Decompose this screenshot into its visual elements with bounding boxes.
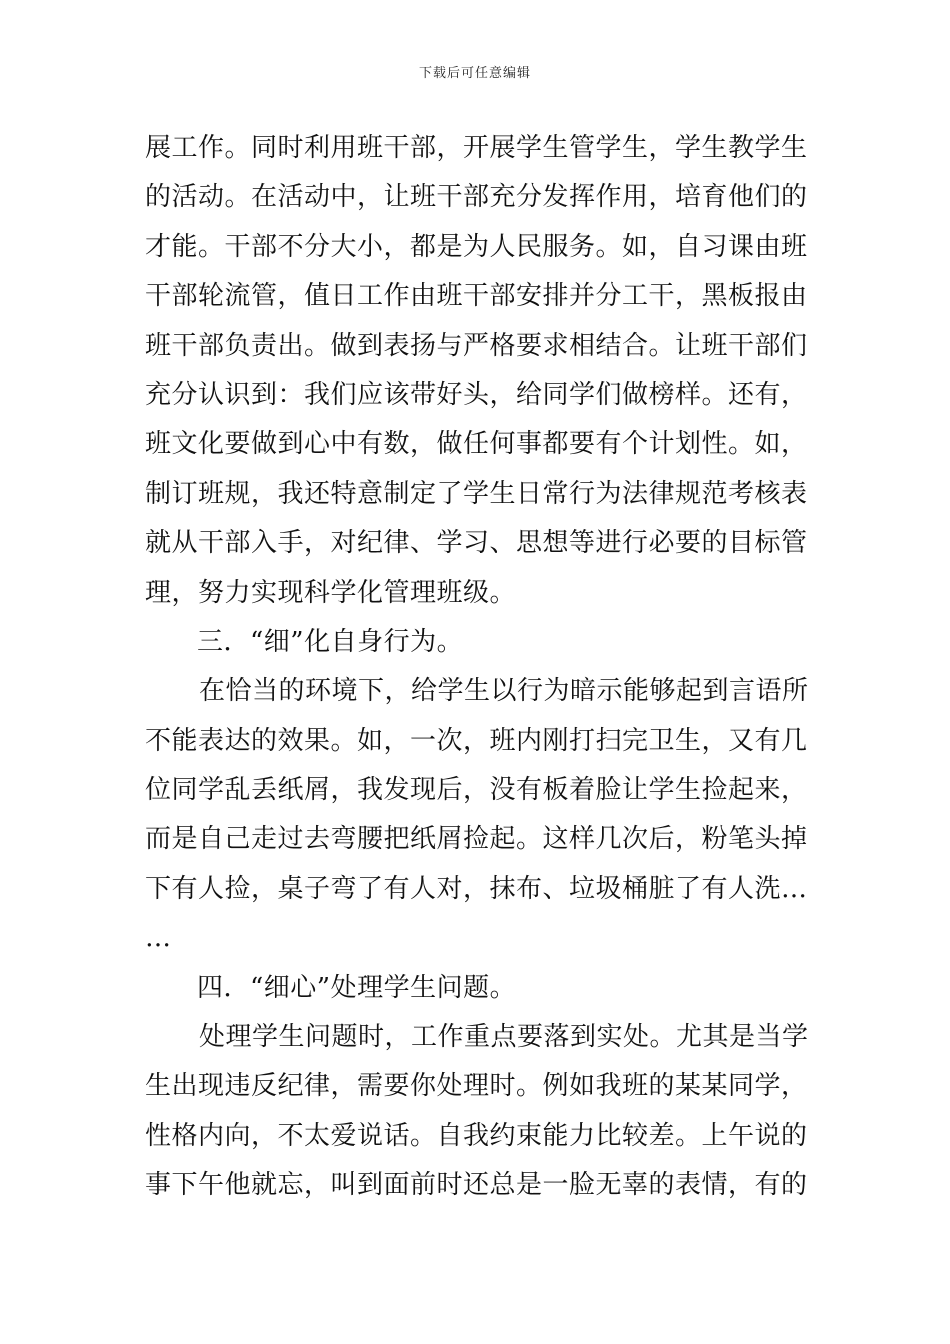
text-line: 事下午他就忘，叫到面前时还总是一脸无辜的表情，有的 [145,1170,808,1201]
text-line: 的活动。在活动中，让班干部充分发挥作用，培育他们的 [145,182,808,213]
document-body [145,124,810,1211]
text-line: 位同学乱丢纸屑，我发现后，没有板着脸让学生捡起来， [145,775,808,806]
text-line: 班干部负责出。做到表扬与严格要求相结合。让班干部们 [145,330,808,361]
text-line: 不能表达的效果。如，一次，班内刚打扫完卫生，又有几 [145,725,808,756]
paragraph-first-line: 在恰当的环境下，给学生以行为暗示能够起到言语所 [199,676,809,707]
section-heading: 三．“细”化自身行为。 [197,626,464,657]
text-line: 充分认识到：我们应该带好头，给同学们做榜样。还有， [145,379,808,410]
section-heading: 四．“细心”处理学生问题。 [197,972,517,1003]
text-line: … [145,923,172,954]
text-line: 才能。干部不分大小，都是为人民服务。如，自习课由班 [145,231,808,262]
text-line: 性格内向，不太爱说话。自我约束能力比较差。上午说的 [145,1120,808,1151]
text-line: 干部轮流管，值日工作由班干部安排并分工干，黑板报由 [145,281,808,312]
paragraph-first-line: 处理学生问题时，工作重点要落到实处。尤其是当学 [199,1022,809,1053]
text-line: 就从干部入手，对纪律、学习、思想等进行必要的目标管 [145,528,808,559]
text-line: 理，努力实现科学化管理班级。 [145,577,517,608]
page-header: 下载后可任意编辑 [418,66,531,81]
text-line: 而是自己走过去弯腰把纸屑捡起。这样几次后，粉笔头掉 [145,824,808,855]
text-line: 班文化要做到心中有数，做任何事都要有个计划性。如， [145,429,808,460]
text-line: 展工作。同时利用班干部，开展学生管学生，学生教学生 [145,133,808,163]
text-line: 生出现违反纪律，需要你处理时。例如我班的某某同学， [145,1071,808,1102]
text-line: 下有人捡，桌子弯了有人对，抹布、垃圾桶脏了有人洗… [145,873,808,904]
text-line: 制订班规，我还特意制定了学生日常行为法律规范考核表 [145,478,808,509]
